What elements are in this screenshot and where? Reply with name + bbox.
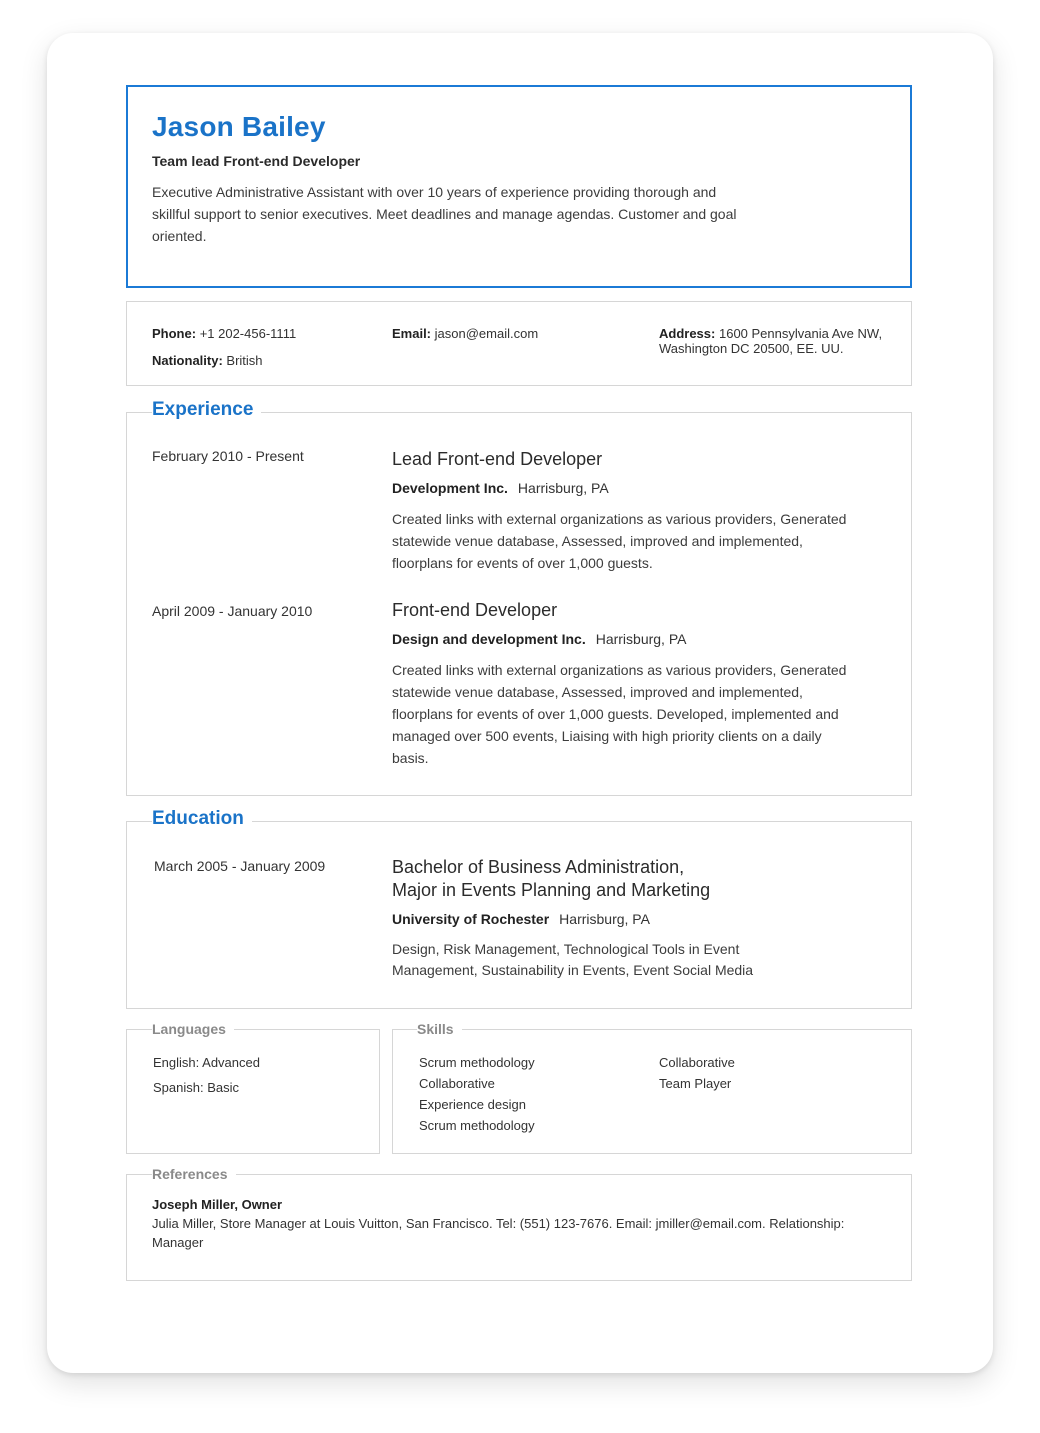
experience-company: [392, 631, 686, 647]
phone-value: +1 202-456-1111: [199, 326, 297, 341]
nationality-value: British: [226, 353, 263, 368]
address-label: Address:: [659, 326, 716, 341]
language-item: Spanish: Basic: [153, 1080, 239, 1095]
resume-header: [126, 85, 912, 288]
candidate-name: Jason Bailey: [152, 111, 326, 142]
education-description: Design, Risk Management, Technological Tools in Event Management, Sustainability in Events, Event Social Media: [392, 941, 754, 978]
education-degree: [392, 856, 710, 902]
education-section: [126, 821, 912, 1009]
degree-line1: Bachelor of Business Administration,: [392, 857, 685, 877]
school-location: Harrisburg, PA: [559, 911, 650, 927]
education-date: March 2005 - January 2009: [154, 858, 326, 874]
reference-name: Joseph Miller, Owner: [152, 1197, 283, 1212]
company-location: Harrisburg, PA: [595, 631, 687, 647]
languages-heading: Languages: [152, 1021, 234, 1037]
phone-info: [152, 326, 296, 341]
skills-heading: Skills: [417, 1021, 462, 1037]
skill-item: Team Player: [659, 1076, 732, 1091]
contact-section: [126, 301, 912, 386]
experience-description: Created links with external organizations as various providers, Generated statewide venue database, Assessed, improved and implemented, floorplans for events of over 1,000 guests. Developed, implemented and managed over 500 events, Liaising with high priority clients on a daily basis.: [392, 662, 847, 766]
reference-detail: Julia Miller, Store Manager at Louis Vuitton, San Francisco. Tel: (551) 123-7676. Email: jmiller@email.com. Relationship: Manager: [152, 1216, 845, 1250]
phone-label: Phone:: [152, 326, 197, 341]
nationality-label: Nationality:: [152, 353, 223, 368]
company-name: Design and development Inc.: [392, 631, 586, 647]
languages-section: [126, 1029, 380, 1154]
email-value: jason@email.com: [434, 326, 539, 341]
nationality-info: [152, 353, 263, 368]
email-label: Email:: [392, 326, 432, 341]
skill-item: Collaborative: [659, 1055, 735, 1070]
education-heading: Education: [152, 808, 252, 830]
skill-item: Collaborative: [419, 1076, 495, 1091]
skill-item: Experience design: [419, 1097, 526, 1112]
references-heading: References: [152, 1166, 236, 1182]
experience-date: February 2010 - Present: [152, 448, 304, 464]
candidate-role: Team lead Front-end Developer: [152, 153, 361, 169]
language-item: English: Advanced: [153, 1055, 260, 1070]
experience-company: [392, 480, 609, 496]
skill-item: Scrum methodology: [419, 1055, 535, 1070]
skill-item: Scrum methodology: [419, 1118, 535, 1133]
skills-section: [392, 1029, 912, 1154]
experience-title: Front-end Developer: [392, 600, 558, 620]
email-info: [392, 326, 538, 341]
education-school: [392, 911, 650, 927]
address-info: [659, 326, 882, 356]
address-line2: Washington DC 20500, EE. UU.: [659, 341, 844, 356]
company-name: Development Inc.: [392, 480, 508, 496]
experience-section: [126, 412, 912, 796]
experience-heading: Experience: [152, 399, 261, 421]
degree-line2: Major in Events Planning and Marketing: [392, 880, 711, 900]
address-line1: 1600 Pennsylvania Ave NW,: [718, 326, 883, 341]
company-location: Harrisburg, PA: [517, 480, 609, 496]
candidate-summary: Executive Administrative Assistant with over 10 years of experience providing thorough and skillful support to senior executives. Meet deadlines and manage agendas. Customer and goal oriented.: [152, 184, 737, 244]
references-section: [126, 1174, 912, 1281]
experience-description: Created links with external organizations as various providers, Generated statewide venue database, Assessed, improved and implemented, floorplans for events of over 1,000 guests.: [392, 511, 847, 571]
experience-title: Lead Front-end Developer: [392, 449, 603, 469]
school-name: University of Rochester: [392, 911, 550, 927]
experience-date: April 2009 - January 2010: [152, 603, 313, 619]
